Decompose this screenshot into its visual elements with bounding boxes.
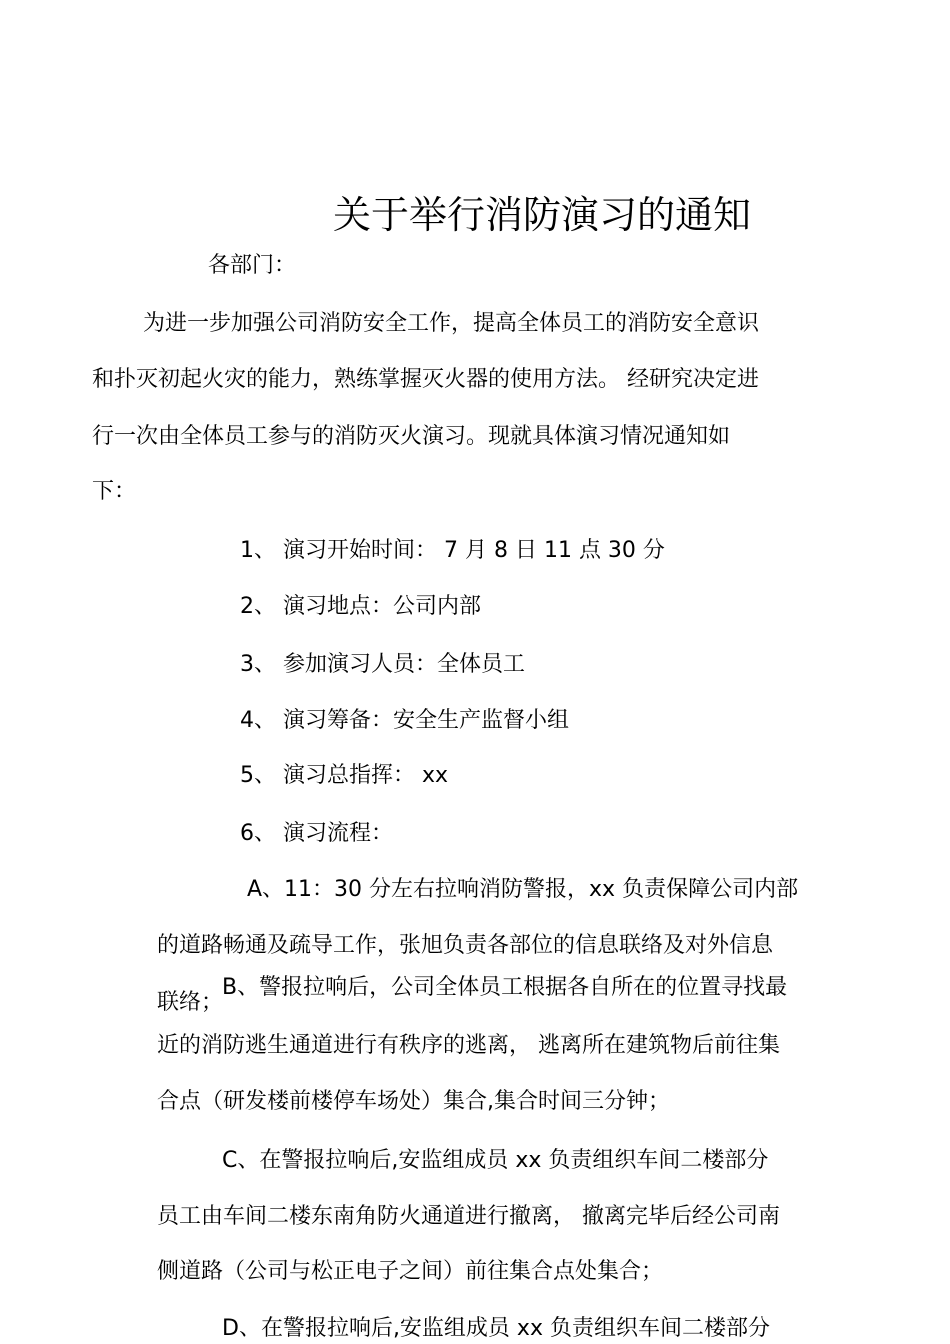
list-item: 4、 演习筹备：安全生产监督小组 <box>240 708 569 733</box>
procedure-line: 员工由车间二楼东南角防火通道进行撤离， 撤离完毕后经公司南 <box>157 1204 780 1229</box>
list-item: 6、 演习流程： <box>240 821 393 846</box>
procedure-line: C、在警报拉响后,安监组成员 xx 负责组织车间二楼部分 <box>222 1148 769 1173</box>
page-title: 关于举行消防演习的通知 <box>333 193 752 237</box>
procedure-line: D、在警报拉响后,安监组成员 xx 负责组织车间二楼部分 <box>222 1316 770 1341</box>
intro-line: 和扑灭初起火灾的能力，熟练掌握灭火器的使用方法。 经研究决定进 <box>92 367 759 392</box>
list-item: 5、 演习总指挥： xx <box>240 763 449 788</box>
procedure-line: 近的消防逃生通道进行有秩序的逃离， 逃离所在建筑物后前往集 <box>157 1033 780 1058</box>
procedure-line: 联络； <box>157 990 224 1015</box>
salutation: 各部门： <box>208 253 297 278</box>
list-item: 3、 参加演习人员：全体员工 <box>240 652 525 677</box>
procedure-line: 的道路畅通及疏导工作，张旭负责各部位的信息联络及对外信息 <box>157 933 774 958</box>
intro-line: 为进一步加强公司消防安全工作，提高全体员工的消防安全意识 <box>143 311 760 336</box>
list-item: 1、 演习开始时间： 7 月 8 日 11 点 30 分 <box>240 538 665 563</box>
intro-line: 行一次由全体员工参与的消防灭火演习。现就具体演习情况通知如 <box>92 424 731 449</box>
procedure-line: 侧道路（公司与松正电子之间）前往集合点处集合； <box>157 1259 664 1284</box>
list-item: 2、 演习地点：公司内部 <box>240 594 481 619</box>
procedure-line: 合点（研发楼前楼停车场处）集合,集合时间三分钟； <box>157 1089 670 1114</box>
procedure-line: B、警报拉响后，公司全体员工根据各自所在的位置寻找最 <box>222 975 788 1000</box>
procedure-line: A、11：30 分左右拉响消防警报，xx 负责保障公司内部 <box>247 877 799 902</box>
intro-line: 下： <box>92 479 137 504</box>
